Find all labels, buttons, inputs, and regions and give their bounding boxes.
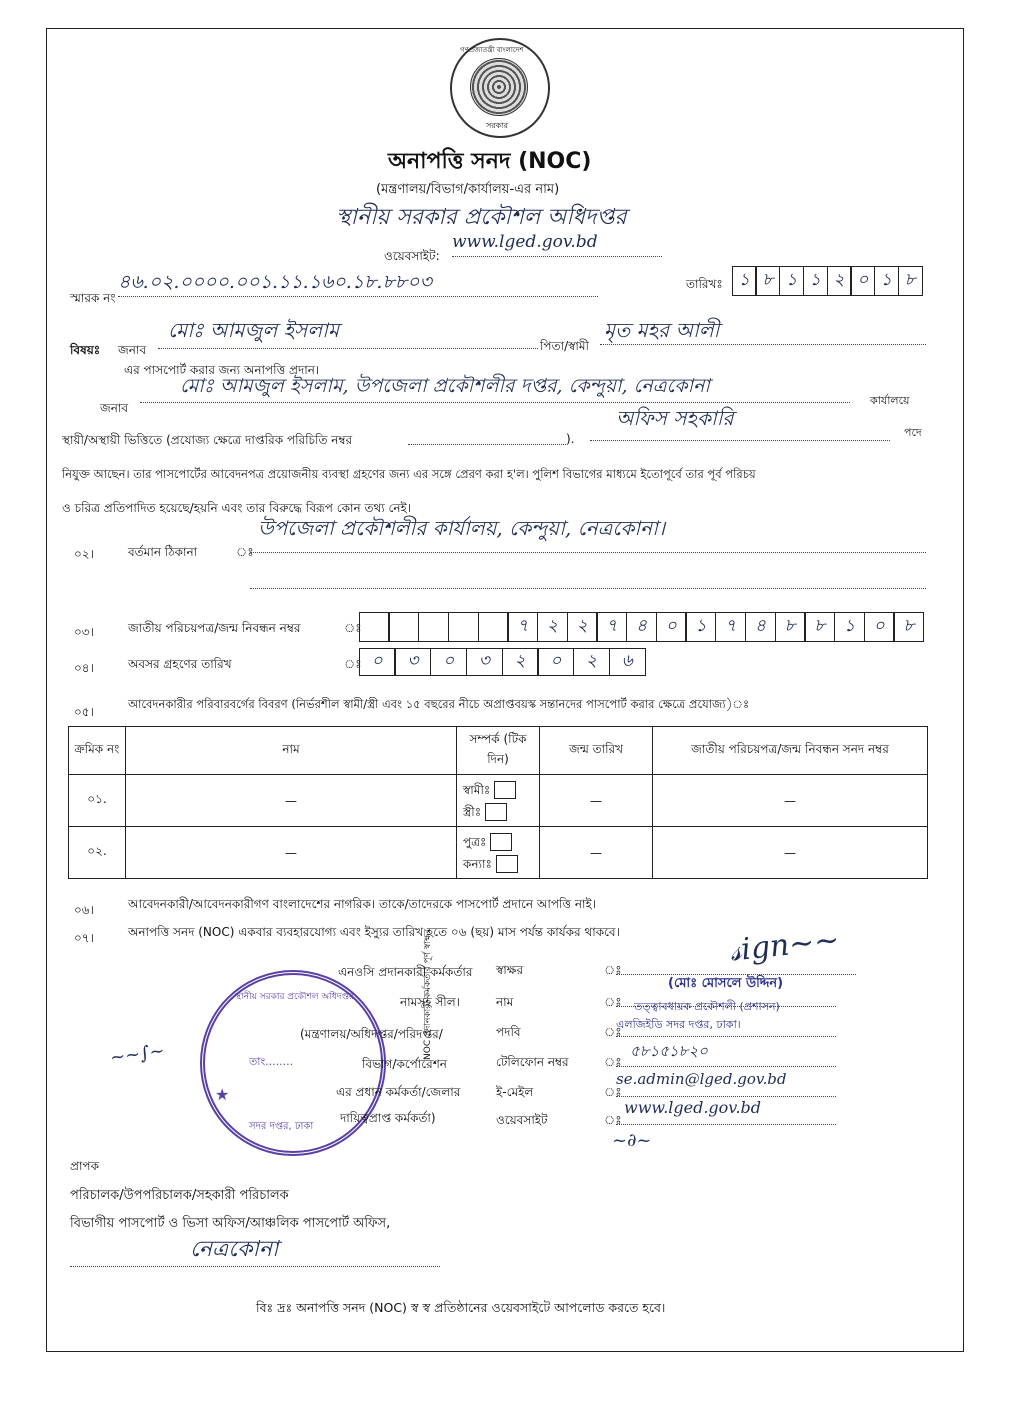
row-dob: — [540, 775, 653, 827]
memo-value: ৪৬.০২.০০০০.০০১.১১.১৬০.১৮.৮৮০৩ [118, 271, 432, 293]
footer-note: বিঃ দ্রঃ অনাপত্তি সনদ (NOC) স্ব স্ব প্রতিষ্ঠানের ওয়েবসাইটে আপলোড করতে হবে। [256, 1300, 666, 1315]
retirement-digit-box: ২ [573, 648, 610, 676]
post-label: পদে [904, 426, 922, 439]
recipient-place: নেত্রকোনা [190, 1237, 279, 1262]
item05-number: ০৫। [74, 705, 94, 719]
field-name: নাম [496, 995, 514, 1009]
date-digit-box: ২ [827, 266, 852, 296]
signatory-left-3: (মন্ত্রণালয়/অধিদপ্তর/পরিদপ্তর/ [300, 1027, 443, 1041]
officer-mark: ~∂~ [612, 1130, 652, 1151]
nid-digit-box: ২ [567, 612, 598, 642]
sig-dotline-4 [616, 1066, 836, 1067]
signatory-left-4: বিভাগ/কর্পোরেশন [362, 1057, 447, 1071]
nid-digit-box: ৭ [507, 612, 538, 642]
recipient-label: প্রাপক [70, 1159, 99, 1173]
retirement-date-boxes [360, 648, 646, 676]
stamp-ring-bottom: সদর দপ্তর, ঢাকা [249, 1121, 314, 1132]
recipient-dotline [70, 1266, 440, 1267]
header-relation: সম্পর্ক (টিক দিন) [457, 727, 540, 775]
address-dotline-2 [250, 588, 926, 589]
nid-digit-box: ২ [537, 612, 568, 642]
date-label: তারিখঃ [686, 277, 723, 291]
janab-label: জনাব [118, 343, 147, 357]
nid-digit-box: ৪ [745, 612, 776, 642]
date-boxes [733, 266, 923, 296]
document-title: অনাপত্তি সনদ (NOC) [388, 149, 592, 174]
row-relation [457, 827, 540, 879]
ministry-caption: (মন্ত্রণালয়/বিভাগ/কার্যালয়-এর নাম) [376, 182, 560, 197]
officer-signature: 𝓈ign~~ [728, 922, 841, 969]
janab2-label: জনাব [100, 401, 129, 415]
row-nid: — [653, 775, 928, 827]
designation-dotline [590, 440, 890, 441]
sig-dotline-3 [616, 1036, 836, 1037]
date-digit-box: ৮ [898, 266, 923, 296]
date-digit-box: ১ [874, 266, 899, 296]
officer-designation: তত্ত্বাবধায়ক প্রকৌশলী (প্রশাসন) [634, 1000, 780, 1013]
initial-signature: ~~∫~ [108, 1040, 166, 1069]
colon-6: ঃ [604, 1113, 622, 1127]
row-name: — [126, 775, 457, 827]
nid-digit-box: ৮ [775, 612, 806, 642]
signatory-left-6: দায়িত্বপ্রাপ্ত কর্মকর্তা) [340, 1111, 436, 1125]
colon-2: ঃ [604, 995, 622, 1009]
nid-boxes [360, 612, 924, 642]
field-phone: টেলিফোন নম্বর [496, 1055, 569, 1069]
office-label: কার্যালয়ে [870, 394, 910, 407]
table-row [69, 827, 928, 879]
colon-4: ঃ [604, 1055, 622, 1069]
retirement-digit-box: ২ [502, 648, 539, 676]
nid-digit-box [388, 612, 419, 642]
retirement-digit-box: ০ [537, 648, 574, 676]
item05-label: আবেদনকারীর পরিবারবর্গের বিবরণ (নির্ভরশীল স্বামী/স্ত্রী এবং ১৫ বছরের নীচে অপ্রাপ্তবয়স্ক সন্তানদের পাসপোর্ট করার ক্ষেত্রে প্রযোজ্য)ঃ [128, 697, 750, 711]
father-name: মৃত মহর আলী [604, 318, 720, 342]
item04-colon: ঃ [344, 657, 362, 671]
date-digit-box: ১ [803, 266, 828, 296]
item03-number: ০৩। [74, 625, 94, 639]
para-line1: নিযুক্ত আছেন। তার পাসপোর্টের আবেদনপত্র প্রয়োজনীয় ব্যবস্থা গ্রহণের জন্য এর সঙ্গে প্রেরণ করা হ'ল। পুলিশ বিভাগের মাধ্যমে ইতোপূর্বে তার পূর্ব পরিচয় [62, 467, 756, 481]
relation-label-wife: স্ত্রীঃ [463, 804, 482, 819]
date-digit-box: ৮ [755, 266, 780, 296]
seal-emblem [470, 58, 528, 116]
son-checkbox[interactable] [490, 833, 512, 851]
item06-text: আবেদনকারী/আবেদনকারীগণ বাংলাদেশের নাগরিক। তাকে/তাদেরকে পাসপোর্ট প্রদানে আপত্তি নাই। [128, 897, 597, 911]
field-designation: পদবি [496, 1025, 521, 1039]
nid-digit-box: ০ [656, 612, 687, 642]
item03-colon: ঃ [344, 621, 362, 635]
header-dob: জন্ম তারিখ [540, 727, 653, 775]
designation-value: অফিস সহকারি [616, 406, 734, 430]
field-signature: স্বাক্ষর [496, 963, 524, 977]
id-dotline [408, 444, 566, 445]
row-name: — [126, 827, 457, 879]
colon-5: ঃ [604, 1085, 622, 1099]
signatory-left-5: এর প্রধান কর্মকর্তা/জেলার [336, 1085, 461, 1099]
nid-digit-box [359, 612, 390, 642]
sig-dotline-6 [616, 1124, 836, 1125]
nid-digit-box: ৮ [804, 612, 835, 642]
nid-digit-box: ৮ [893, 612, 924, 642]
nid-digit-box: ৭ [596, 612, 627, 642]
officer-email: se.admin@lged.gov.bd [616, 1070, 787, 1088]
para-line2: ও চরিত্র প্রতিপাদিত হয়েছে/হয়নি এবং তার বিরুদ্ধে বিরূপ কোন তথ্য নেই। [62, 501, 412, 515]
wife-checkbox[interactable] [485, 803, 507, 821]
row-relation [457, 775, 540, 827]
nid-digit-box [478, 612, 509, 642]
seal-bottom-text: সরকার [486, 121, 509, 130]
officer-phone: ৫৮১৫১৮২০ [630, 1042, 708, 1060]
field-website: ওয়েবসাইট [496, 1113, 548, 1127]
daughter-checkbox[interactable] [496, 855, 518, 873]
office-dotline [140, 402, 850, 403]
relation-label-husband: স্বামীঃ [463, 782, 491, 797]
retirement-digit-box: ০ [359, 648, 396, 676]
recipient-line2: বিভাগীয় পাসপোর্ট ও ভিসা অফিস/আঞ্চলিক পাসপোর্ট অফিস, [70, 1216, 391, 1231]
field-email: ই-মেইল [496, 1085, 534, 1099]
officer-name: (মোঃ মোসলে উদ্দিন) [668, 976, 784, 991]
item03-label: জাতীয় পরিচয়পত্র/জন্ম নিবন্ধন নম্বর [128, 621, 301, 635]
stamp-star-icon: ★ [215, 1085, 230, 1104]
family-table [68, 726, 928, 879]
item02-number: ০২। [74, 547, 94, 561]
line3-prefix: স্থায়ী/অস্থায়ী ভিত্তিতে (প্রযোজ্য ক্ষেত্রে দাপ্তরিক পরিচিতি নম্বর [62, 433, 353, 447]
item04-number: ০৪। [74, 661, 94, 675]
date-digit-box: ১ [732, 266, 757, 296]
nid-digit-box: ৭ [715, 612, 746, 642]
date-digit-box: ১ [779, 266, 804, 296]
husband-checkbox[interactable] [494, 781, 516, 799]
memo-dotline [118, 296, 598, 297]
ministry-name: স্থানীয় সরকার প্রকৌশল অধিদপ্তর [336, 205, 627, 230]
row-nid: — [653, 827, 928, 879]
item06-number: ০৬। [74, 903, 94, 917]
subject-line2: এর পাসপোর্ট করার জন্য অনাপত্তি প্রদান। [124, 363, 320, 377]
name-dotline [158, 348, 538, 349]
date-digit-box: ০ [850, 266, 875, 296]
applicant-name: মোঃ আমজুল ইসলাম [168, 318, 340, 342]
government-seal [450, 38, 550, 138]
header-nid: জাতীয় পরিচয়পত্র/জন্ম নিবন্ধন সনদ নম্বর [653, 727, 928, 775]
name-office-value: মোঃ আমজুল ইসলাম, উপজেলা প্রকৌশলীর দপ্তর, কেন্দুয়া, নেত্রকোনা [180, 375, 710, 397]
nid-digit-box: ৪ [626, 612, 657, 642]
retirement-digit-box: ০ [430, 648, 467, 676]
nid-digit-box [448, 612, 479, 642]
nid-digit-box: ১ [685, 612, 716, 642]
retirement-digit-box: ৩ [466, 648, 503, 676]
row-serial: ০২. [69, 827, 126, 879]
seal-ring-text: গণপ্রজাতন্ত্রী বাংলাদেশ [460, 46, 524, 54]
item02-colon: ঃ [236, 545, 254, 559]
retirement-digit-box: ৬ [609, 648, 646, 676]
colon-1: ঃ [604, 963, 622, 977]
nid-digit-box [418, 612, 449, 642]
memo-label: স্মারক নং [70, 291, 116, 305]
retirement-digit-box: ৩ [394, 648, 431, 676]
row-dob: — [540, 827, 653, 879]
stamp-center: তাং........ [249, 1055, 294, 1068]
father-label: পিতা/স্বামী [540, 339, 589, 353]
officer-website: www.lged.gov.bd [624, 1098, 762, 1117]
family-table-header [69, 727, 928, 775]
subject-label: বিষয়ঃ [70, 343, 101, 357]
row-serial: ০১. [69, 775, 126, 827]
recipient-line1: পরিচালক/উপপরিচালক/সহকারী পরিচালক [70, 1188, 289, 1203]
website-dotline [452, 256, 662, 257]
item07-number: ০৭। [74, 931, 94, 945]
relation-label-daughter: কন্যাঃ [463, 856, 492, 871]
vertical-note: NOC প্রদানকারী কর্মকর্তার পূর্ণ স্বাক্ষর [423, 928, 433, 1060]
header-name: নাম [126, 727, 457, 775]
address-dotline-1 [250, 552, 926, 553]
father-dotline [600, 344, 926, 345]
item04-label: অবসর গ্রহণের তারিখ [128, 657, 232, 671]
relation-label-son: পুত্রঃ [463, 834, 487, 849]
signatory-left-2: নামসহ সীল। [400, 995, 460, 1009]
sig-dotline-5 [616, 1096, 836, 1097]
nid-digit-box: ০ [864, 612, 895, 642]
website-value: www.lged.gov.bd [452, 232, 598, 252]
signatory-left-1: এনওসি প্রদানকারী কর্মকর্তার [338, 965, 473, 979]
colon-3: ঃ [604, 1025, 622, 1039]
website-label: ওয়েবসাইট: [384, 249, 440, 263]
officer-office: এলজিইডি সদর দপ্তর, ঢাকা। [616, 1018, 741, 1031]
line3-mid: ). [566, 432, 575, 446]
item02-label: বর্তমান ঠিকানা [128, 545, 198, 559]
table-row [69, 775, 928, 827]
stamp-ring-top: স্থানীয় সরকার প্রকৌশল অধিদপ্তর [235, 992, 354, 1002]
nid-digit-box: ১ [834, 612, 865, 642]
item02-address: উপজেলা প্রকৌশলীর কার্যালয়, কেন্দুয়া, নেত্রকোনা। [258, 516, 666, 540]
item07-text: অনাপত্তি সনদ (NOC) একবার ব্যবহারযোগ্য এবং ইস্যুর তারিখ হতে ০৬ (ছয়) মাস পর্যন্ত কার্যকর থাকবে। [128, 925, 620, 939]
header-serial: ক্রমিক নং [69, 727, 126, 775]
